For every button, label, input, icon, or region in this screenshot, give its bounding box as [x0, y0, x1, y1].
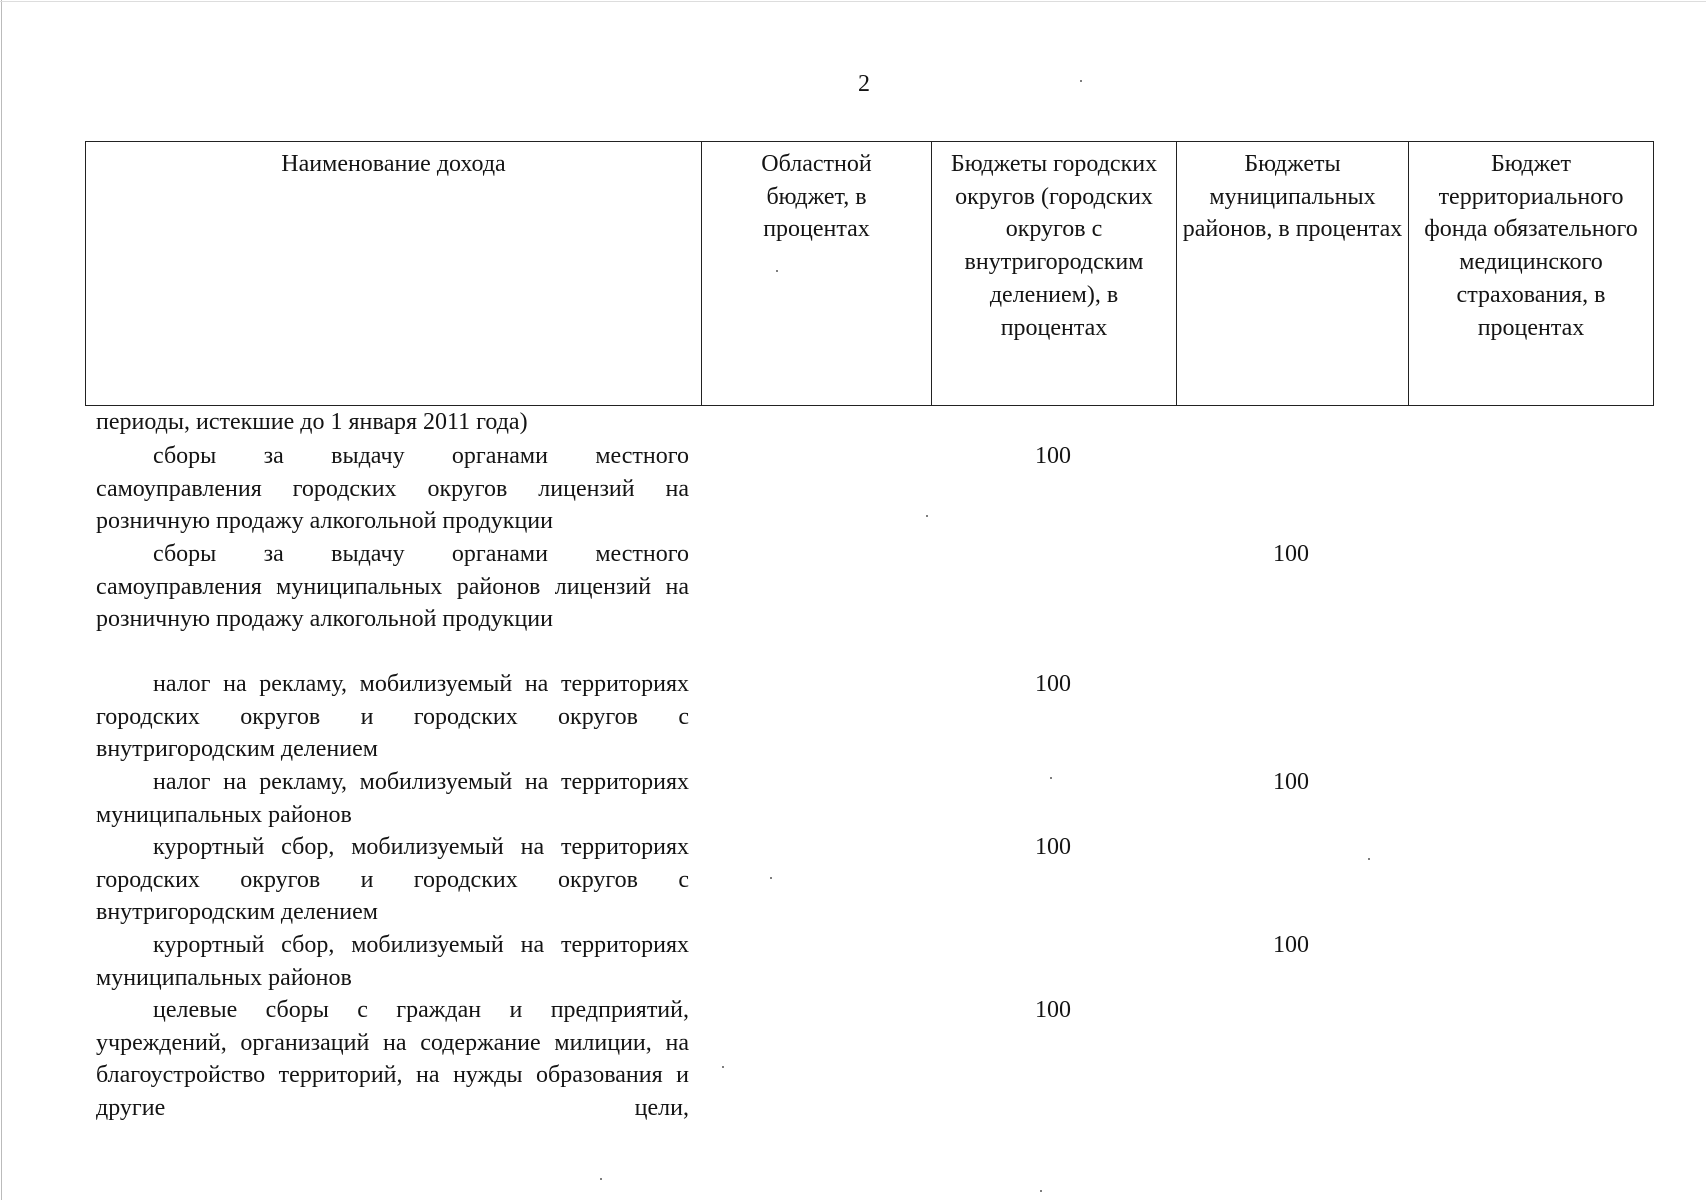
income-name: налог на рекламу, мобилизуемый на территориях городских округов и городских округов с внутригородским делением: [96, 671, 689, 763]
district-budget-value: 100: [1273, 769, 1309, 795]
scan-speck: [1050, 777, 1052, 779]
scan-top-edge: [0, 1, 1706, 2]
income-name: курортный сбор, мобилизуемый на территориях муниципальных районов: [96, 932, 689, 991]
income-table-header: [85, 141, 1654, 406]
continuation-text: периоды, истекшие до 1 января 2011 года): [96, 409, 528, 435]
header-medical-insurance-fund: Бюджет территориального фонда обязательного медицинского страхования, в процентах: [1409, 142, 1654, 406]
header-income-name: Наименование дохода: [86, 142, 702, 406]
city-budget-value: 100: [1035, 671, 1071, 697]
scan-speck: [1040, 1190, 1042, 1192]
table-body: [0, 406, 1706, 1126]
header-regional-budget: Областной бюджет, в процентах: [702, 142, 932, 406]
scan-speck: [600, 1178, 602, 1180]
scan-speck: [776, 270, 778, 272]
income-name: сборы за выдачу органами местного самоуправления муниципальных районов лицензий на розничную продажу алкогольной продукции: [96, 541, 689, 633]
scan-speck: [1368, 858, 1370, 860]
scan-speck: [926, 515, 928, 517]
district-budget-value: 100: [1273, 541, 1309, 567]
income-name: целевые сборы с граждан и предприятий, учреждений, организаций на содержание милиции, на благоустройство территорий, на нужды образования и другие цели,: [96, 997, 689, 1122]
header-city-district-budgets: Бюджеты городских округов (городских округов с внутригородским делением), в процентах: [932, 142, 1177, 406]
city-budget-value: 100: [1035, 443, 1071, 469]
scan-speck: [1080, 80, 1082, 82]
table-header-row: [86, 142, 1654, 406]
district-budget-value: 100: [1273, 932, 1309, 958]
income-name: налог на рекламу, мобилизуемый на территориях муниципальных районов: [96, 769, 689, 828]
header-municipal-district-budgets: Бюджеты муниципальных районов, в процентах: [1177, 142, 1409, 406]
city-budget-value: 100: [1035, 834, 1071, 860]
page-number: 2: [858, 71, 870, 97]
income-name: сборы за выдачу органами местного самоуправления городских округов лицензий на розничную продажу алкогольной продукции: [96, 443, 689, 535]
city-budget-value: 100: [1035, 997, 1071, 1023]
scan-speck: [722, 1066, 724, 1068]
income-name: курортный сбор, мобилизуемый на территориях городских округов и городских округов с внутригородским делением: [96, 834, 689, 926]
scan-speck: [770, 877, 772, 879]
